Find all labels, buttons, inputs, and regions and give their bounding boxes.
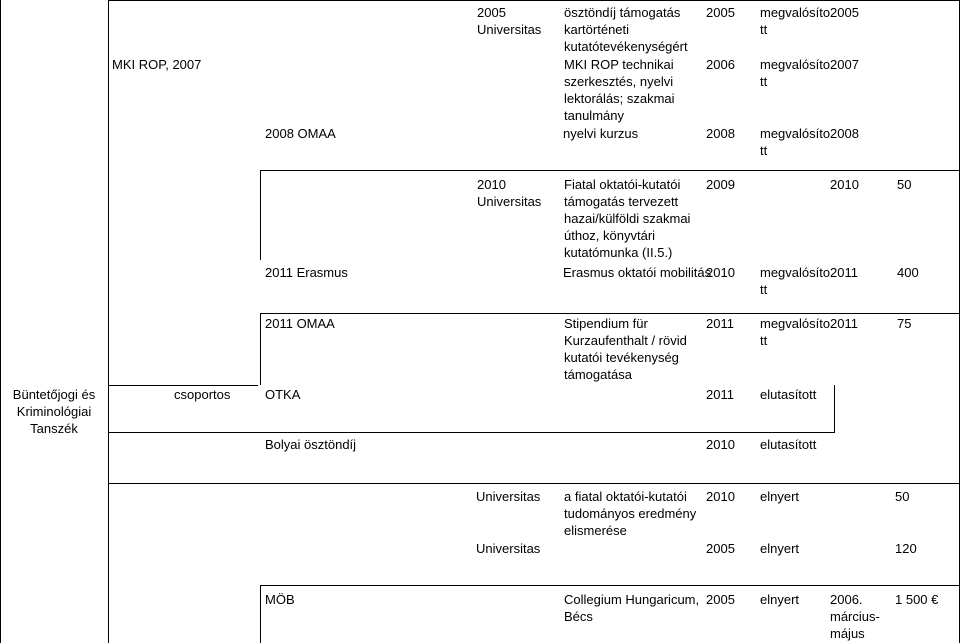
r11-year-end: 2006. március- május — [830, 592, 880, 641]
r6-status: megvalósíto tt — [760, 316, 831, 348]
r10-left: Universitas — [476, 541, 541, 556]
r4-year-main: 2010 Universitas — [477, 177, 542, 209]
col-divider-r6-left — [260, 313, 261, 385]
r2-description: MKI ROP technikai szerkesztés, nyelvi lektorálás; szakmai tanulmány — [564, 57, 675, 123]
r9-status: elnyert — [760, 489, 800, 504]
row-divider-top — [108, 0, 960, 1]
r1-year-main: 2005 Universitas — [477, 5, 542, 37]
r4-year-end: 2010 — [830, 177, 859, 192]
col-divider-r4-left — [260, 170, 261, 260]
row-divider-r11-top — [260, 585, 960, 586]
row-divider-r7-bottom — [108, 432, 835, 433]
r2-left: MKI ROP, 2007 — [112, 57, 202, 72]
r4-year-start: 2009 — [706, 177, 735, 192]
r3-description: nyelvi kurzus — [563, 126, 639, 141]
r1-year-end: 2005 — [830, 5, 859, 20]
row-divider-r9-top — [108, 483, 960, 484]
r7-status: elutasított — [760, 387, 817, 402]
table-border-department — [108, 0, 109, 643]
r1-year-start: 2005 — [706, 5, 735, 20]
department-name: Büntetőjogi és Kriminológiai Tanszék — [12, 387, 96, 436]
r3-status: megvalósíto tt — [760, 126, 831, 158]
r6-year-start: 2011 — [706, 316, 734, 331]
r10-status: elnyert — [760, 541, 800, 556]
r4-amount: 50 — [897, 177, 912, 192]
r11-year-start: 2005 — [706, 592, 735, 607]
r8-status: elutasított — [760, 437, 817, 452]
r11-description: Collegium Hungaricum, Bécs — [564, 592, 700, 624]
col-divider-r11-left — [260, 585, 261, 643]
r4-description: Fiatal oktatói-kutatói támogatás tervezett hazai/külföldi szakmai úthoz, könyvtári kutatómunka (II.5.) — [564, 177, 691, 260]
r7-program: OTKA — [265, 387, 301, 402]
r9-amount: 50 — [895, 489, 910, 504]
r11-amount: 1 500 € — [895, 592, 939, 607]
r9-left: Universitas — [476, 489, 541, 504]
r7-year-start: 2011 — [706, 387, 734, 402]
r9-year-start: 2010 — [706, 489, 735, 504]
r5-amount: 400 — [897, 265, 919, 280]
r6-year-end: 2011 — [830, 316, 858, 331]
r11-status: elnyert — [760, 592, 800, 607]
col-divider-r7-right — [834, 385, 835, 432]
r6-left: 2011 OMAA — [265, 316, 335, 331]
r10-year-start: 2005 — [706, 541, 735, 556]
r5-year-start: 2010 — [706, 265, 735, 280]
r9-description: a fiatal oktatói-kutatói tudományos eredmény elismerése — [564, 489, 697, 538]
table-border-left — [0, 0, 1, 643]
r11-left: MÖB — [265, 592, 295, 607]
r6-amount: 75 — [897, 316, 912, 331]
r8-left: Bolyai ösztöndíj — [265, 437, 357, 452]
r1-status: megvalósíto tt — [760, 5, 831, 37]
r5-description: Erasmus oktatói mobilitás — [563, 265, 712, 280]
r3-year-start: 2008 — [706, 126, 735, 141]
r5-left: 2011 Erasmus — [265, 265, 348, 280]
r2-year-start: 2006 — [706, 57, 735, 72]
r5-year-end: 2011 — [830, 265, 858, 280]
row-divider-r6-top — [260, 313, 960, 314]
r5-status: megvalósíto tt — [760, 265, 831, 297]
r2-status: megvalósíto tt — [760, 57, 831, 89]
r6-description: Stipendium für Kurzaufenthalt / rövid kutatói tevékenység támogatása — [564, 316, 687, 382]
r1-description: ösztöndíj támogatás kartörténeti kutatótevékenységért — [564, 5, 688, 54]
r8-year-start: 2010 — [706, 437, 735, 452]
r7-type: csoportos — [174, 387, 231, 402]
r3-year-end: 2008 — [830, 126, 859, 141]
r10-amount: 120 — [895, 541, 917, 556]
r3-left: 2008 OMAA — [265, 126, 336, 141]
r2-year-end: 2007 — [830, 57, 859, 72]
row-divider-r4-top — [260, 170, 960, 171]
